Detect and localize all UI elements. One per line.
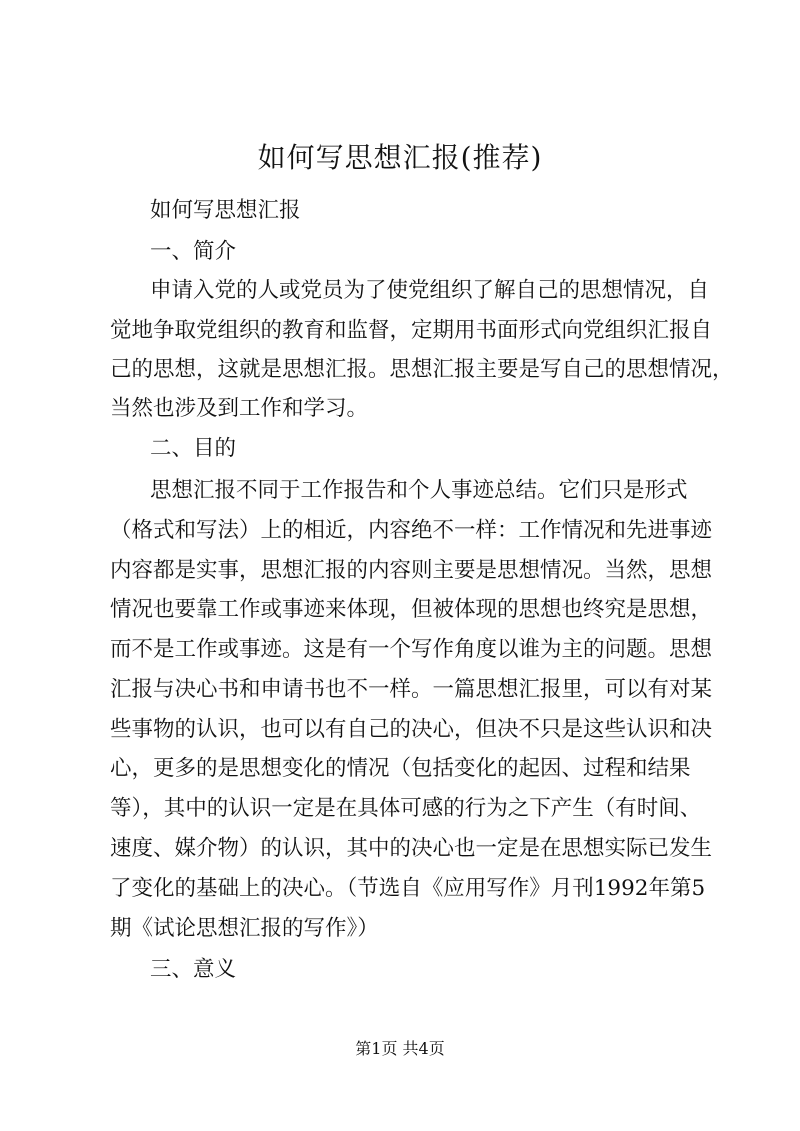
section-heading-purpose: 二、目的 <box>150 436 237 461</box>
section-heading-intro: 一、简介 <box>150 239 237 264</box>
paragraph-line: 而不是工作或事迹。这是有一个写作角度以谁为主的问题。思想 <box>110 637 713 662</box>
paragraph-line: 情况也要靠工作或事迹来体现，但被体现的思想也终究是思想， <box>110 597 713 622</box>
paragraph-line: 些事物的认识，也可以有自己的决心，但决不只是这些认识和决 <box>110 717 713 742</box>
paragraph-line: 觉地争取党组织的教育和监督，定期用书面形式向党组织汇报自 <box>110 318 713 343</box>
paragraph-line: 当然也涉及到工作和学习。 <box>110 396 369 421</box>
paragraph-line: 思想汇报不同于工作报告和个人事迹总结。它们只是形式 <box>150 478 688 503</box>
paragraph-line: 心，更多的是思想变化的情况（包括变化的起因、过程和结果 <box>110 756 691 781</box>
paragraph-line: （格式和写法）上的相近，内容绝不一样：工作情况和先进事迹 <box>110 518 713 543</box>
section-heading-significance: 三、意义 <box>150 957 237 982</box>
page-number-footer: 第1页 共4页 <box>355 1039 445 1058</box>
paragraph-line: 等），其中的认识一定是在具体可感的行为之下产生（有时间、 <box>110 796 702 821</box>
paragraph-line: 内容都是实事，思想汇报的内容则主要是思想情况。当然，思想 <box>110 558 713 583</box>
document-title: 如何写思想汇报(推荐) <box>257 141 543 174</box>
paragraph-line: 期《试论思想汇报的写作》） <box>110 916 379 941</box>
paragraph-line: 了变化的基础上的决心。（节选自《应用写作》月刊1992年第5 <box>110 876 706 901</box>
paragraph-line: 己的思想，这就是思想汇报。思想汇报主要是写自己的思想情况， <box>110 357 734 382</box>
subtitle-line: 如何写思想汇报 <box>150 198 301 223</box>
paragraph-line: 汇报与决心书和申请书也不一样。一篇思想汇报里，可以有对某 <box>110 677 713 702</box>
paragraph-line: 速度、媒介物）的认识，其中的决心也一定是在思想实际已发生 <box>110 836 713 861</box>
paragraph-line: 申请入党的人或党员为了使党组织了解自己的思想情况，自 <box>150 278 710 303</box>
